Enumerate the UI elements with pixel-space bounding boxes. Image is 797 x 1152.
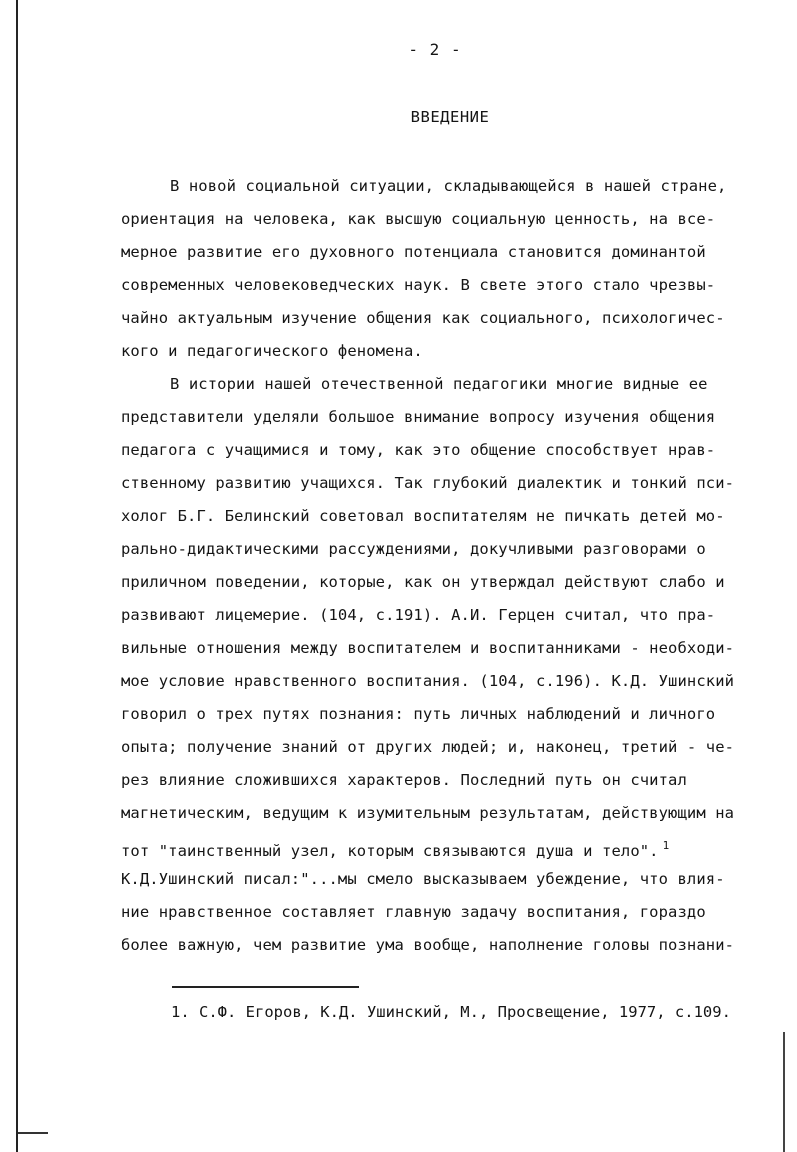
- paragraph-line: рально-дидактическими рассуждениями, докучливыми разговорами о: [121, 540, 706, 558]
- paragraph-line: опыта; получение знаний от других людей; и, наконец, третий - че-: [121, 738, 735, 756]
- paragraph-line-text: тот "таинственный узел, которым связываются душа и тело".: [121, 842, 659, 860]
- footnote-divider: [172, 986, 359, 988]
- paragraph-line: ние нравственное составляет главную задачу воспитания, гораздо: [121, 903, 706, 921]
- paragraph-line: более важную, чем развитие ума вообще, наполнение головы познани-: [121, 936, 735, 954]
- paragraph-line: [121, 836, 669, 861]
- paragraph-line: мое условие нравственного воспитания. (104, с.196). К.Д. Ушинский: [121, 672, 735, 690]
- paragraph-line: ственному развитию учащихся. Так глубокий диалектик и тонкий пси-: [121, 474, 735, 492]
- paragraph-line: приличном поведении, которые, как он утверждал действуют слабо и: [121, 573, 725, 591]
- paragraph-line: магнетическим, ведущим к изумительным результатам, действующим на: [121, 804, 735, 822]
- paragraph-line: развивают лицемерие. (104, с.191). А.И. Герцен считал, что пра-: [121, 606, 716, 624]
- scan-edge-right: [783, 1032, 785, 1152]
- paragraph-line: вильные отношения между воспитателем и воспитанниками - необходи-: [121, 639, 735, 657]
- paragraph-line: кого и педагогического феномена.: [121, 342, 423, 360]
- paragraph-line: рез влияние сложившихся характеров. Последний путь он считал: [121, 771, 687, 789]
- paragraph-line: представители уделяли большое внимание вопросу изучения общения: [121, 408, 716, 426]
- paragraph-line: К.Д.Ушинский писал:"...мы смело высказываем убеждение, что влия-: [121, 870, 725, 888]
- paragraph-line: В новой социальной ситуации, складывающейся в нашей стране,: [170, 177, 727, 195]
- paragraph-line: педагога с учащимися и тому, как это общение способствует нрав-: [121, 441, 716, 459]
- page-number: - 2 -: [408, 40, 462, 59]
- paragraph-line: говорил о трех путях познания: путь личных наблюдений и личного: [121, 705, 716, 723]
- paragraph-line: современных человековедческих наук. В свете этого стало чрезвы-: [121, 276, 716, 294]
- section-title: ВВЕДЕНИЕ: [410, 108, 490, 126]
- scan-edge-left: [16, 0, 18, 1152]
- scan-edge-mark: [18, 1132, 48, 1134]
- footnote-marker: 1: [662, 839, 670, 852]
- paragraph-line: чайно актуальным изучение общения как социального, психологичес-: [121, 309, 725, 327]
- footnote: 1. С.Ф. Егоров, К.Д. Ушинский, М., Просвещение, 1977, с.109.: [171, 1003, 731, 1021]
- paragraph-line: ориентация на человека, как высшую социальную ценность, на все-: [121, 210, 716, 228]
- paragraph-line: мерное развитие его духовного потенциала становится доминантой: [121, 243, 706, 261]
- paragraph-line: холог Б.Г. Белинский советовал воспитателям не пичкать детей мо-: [121, 507, 725, 525]
- paragraph-line: В истории нашей отечественной педагогики многие видные ее: [170, 375, 708, 393]
